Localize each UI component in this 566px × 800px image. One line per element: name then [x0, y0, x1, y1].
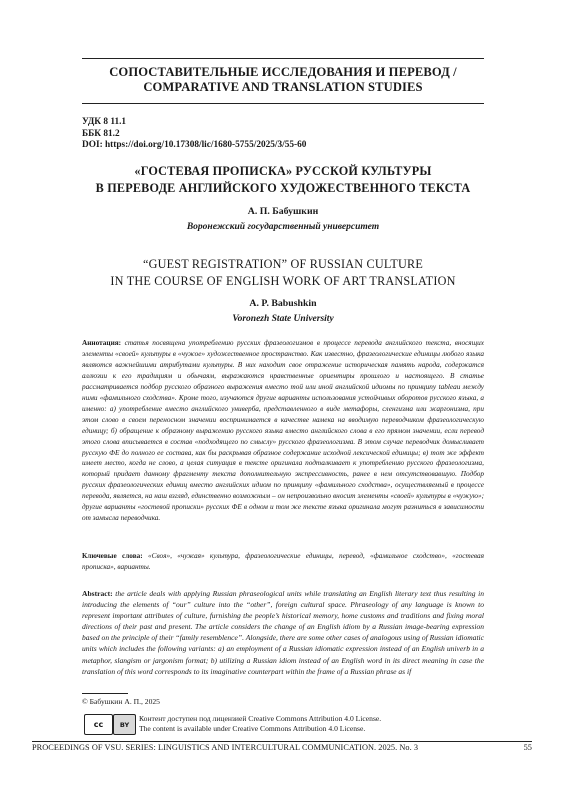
footnote-rule — [82, 693, 128, 694]
keywords-text: «Своя», «чужая» культура, фразеологические единицы, перевод, «фамильное сходство», «гостевая прописка», варианты. — [82, 552, 485, 571]
article-title-ru — [82, 163, 484, 197]
section-title — [82, 65, 484, 95]
author-ru: А. П. Бабушкин — [247, 206, 319, 217]
udk: УДК 8 11.1 — [82, 117, 127, 127]
license-ru: Контент доступен под лицензией Creative Commons Attribution 4.0 License. — [139, 714, 382, 723]
abstract-ru-text: статья посвящена употреблению русских фразеологизмов в процессе перевода английского текста, вносящих элементы «своей» культуры в «чужое» художественное пространство. Как известно, фразеологические единицы любого языка являются важнейшими атрибутами культуры. В них находит свое отражение историческая память народа, содержатся аллюзии к его традициям и обычаям, выражаются нравственные ориентиры прошлого и настоящего. В статье рассматривается подбор русского образного выражения вместо той или иной английской идиомы по принципу tableau между ними «фамильного сходства». Кроме того, изучаются другие варианты использования устойчивых оборотов русского языка, а именно: а) употребление вместо английского универба, представленного в виде метафоры, сленгизма или жаргонизма, при этом слово в своем переносном значении воспринимается в качестве намека на вводимую переводчиком фразеологическую единицу; б) обращение к образному выражению русского языка вместо английского слова в его прямом значении, если перевод этого слова вписывается в состав «подходящего по смыслу» русского фразеологизма. В этом случае переводчик домысливает русскую ФЕ до полного ее состава, как бы раскрывая образное содержание исходной лексической единицы; в) тот же эффект имеет место, когда не слово, а целая ситуация в тексте оригинала подталкивает к употреблению русского фразеологизма, который придает данному фрагменту текста дополнительную экспрессивность, ранее в нем отсутствовавшую. Подбор русских фразеологических единиц вместо английских идиом по принципу «фамильного сходства», осуществляемый в процессе перевода, является, на наш взгляд, единственно возможным – он непроизвольно вносит элементы «своей» культуры в «чужую»; другие варианты «гостевой прописки» русских ФЕ в одном и том же тексте языка оригинала могут разниться в зависимости от замысла переводчика. — [82, 339, 484, 523]
cc-by-icon: BY — [113, 714, 136, 735]
affiliation-ru: Воронежский государственный университет — [186, 222, 380, 232]
keywords-ru — [82, 551, 484, 573]
article-meta — [82, 117, 306, 152]
abstract-ru — [82, 338, 484, 524]
article-title-en — [82, 256, 484, 290]
section-title-en: COMPARATIVE AND TRANSLATION STUDIES — [143, 80, 423, 94]
header-rule — [82, 58, 484, 59]
copyright: © Бабушкин А. П., 2025 — [82, 697, 160, 706]
author-en: A. P. Babushkin — [249, 298, 317, 309]
license-en: The content is available under Creative Commons Attribution 4.0 License. — [139, 724, 366, 733]
title-en-line2: IN THE COURSE OF ENGLISH WORK OF ART TRANSLATION — [110, 274, 456, 288]
abstract-en — [82, 588, 484, 677]
title-ru-line2: В ПЕРЕВОДЕ АНГЛИЙСКОГО ХУДОЖЕСТВЕННОГО ТЕКСТА — [95, 181, 471, 195]
affiliation-en: Voronezh State University — [232, 314, 334, 324]
running-footer — [32, 743, 532, 752]
page-number: 55 — [523, 743, 532, 752]
abstract-en-label: Abstract: — [82, 589, 113, 598]
abstract-ru-label: Аннотация: — [82, 339, 122, 347]
footer-rule — [32, 741, 532, 742]
section-rule — [82, 103, 484, 104]
doi-link[interactable]: DOI: https://doi.org/10.17308/lic/1680-5755/2025/3/55-60 — [82, 140, 307, 150]
keywords-label: Ключевые слова: — [82, 552, 143, 560]
cc-license-icon: cc — [84, 714, 113, 735]
journal-name: PROCEEDINGS OF VSU. SERIES: LINGUISTICS AND INTERCULTURAL COMMUNICATION. 2025. No. 3 — [32, 743, 419, 752]
bbk: ББК 81.2 — [82, 128, 120, 139]
section-title-ru: СОПОСТАВИТЕЛЬНЫЕ ИССЛЕДОВАНИЯ И ПЕРЕВОД / — [109, 65, 457, 79]
title-en-line1: “GUEST REGISTRATION” OF RUSSIAN CULTURE — [143, 257, 423, 271]
license-text — [139, 714, 381, 734]
title-ru-line1: «ГОСТЕВАЯ ПРОПИСКА» РУССКОЙ КУЛЬТУРЫ — [134, 164, 432, 178]
abstract-en-text: the article deals with applying Russian phraseological units while translating an English literary text thus resulting in introducing the elements of “our” culture into the “other”, foreign cultural space. Phraseology of any language is known to represent important attributes of culture, furnishing the people’s historical memory, home customs and traditions and fixing moral directions of their past and present. The article considers the change of an English idiom by a Russian image-bearing expression based on the principle of their “family resemblence”. Alongside, there are some other cases of analogous using of Russian idiomatic units which includes the following variants: a) an employment of a Russian idiomatic expression instead of an English univerb in a metaphor, slangism or jargonism format; b) utilizing a Russian idiom instead of an English word in its direct meaning in case the translation of this word corresponds to its imaginative counterpart within the frame of a Russian phrase as if — [82, 589, 484, 676]
